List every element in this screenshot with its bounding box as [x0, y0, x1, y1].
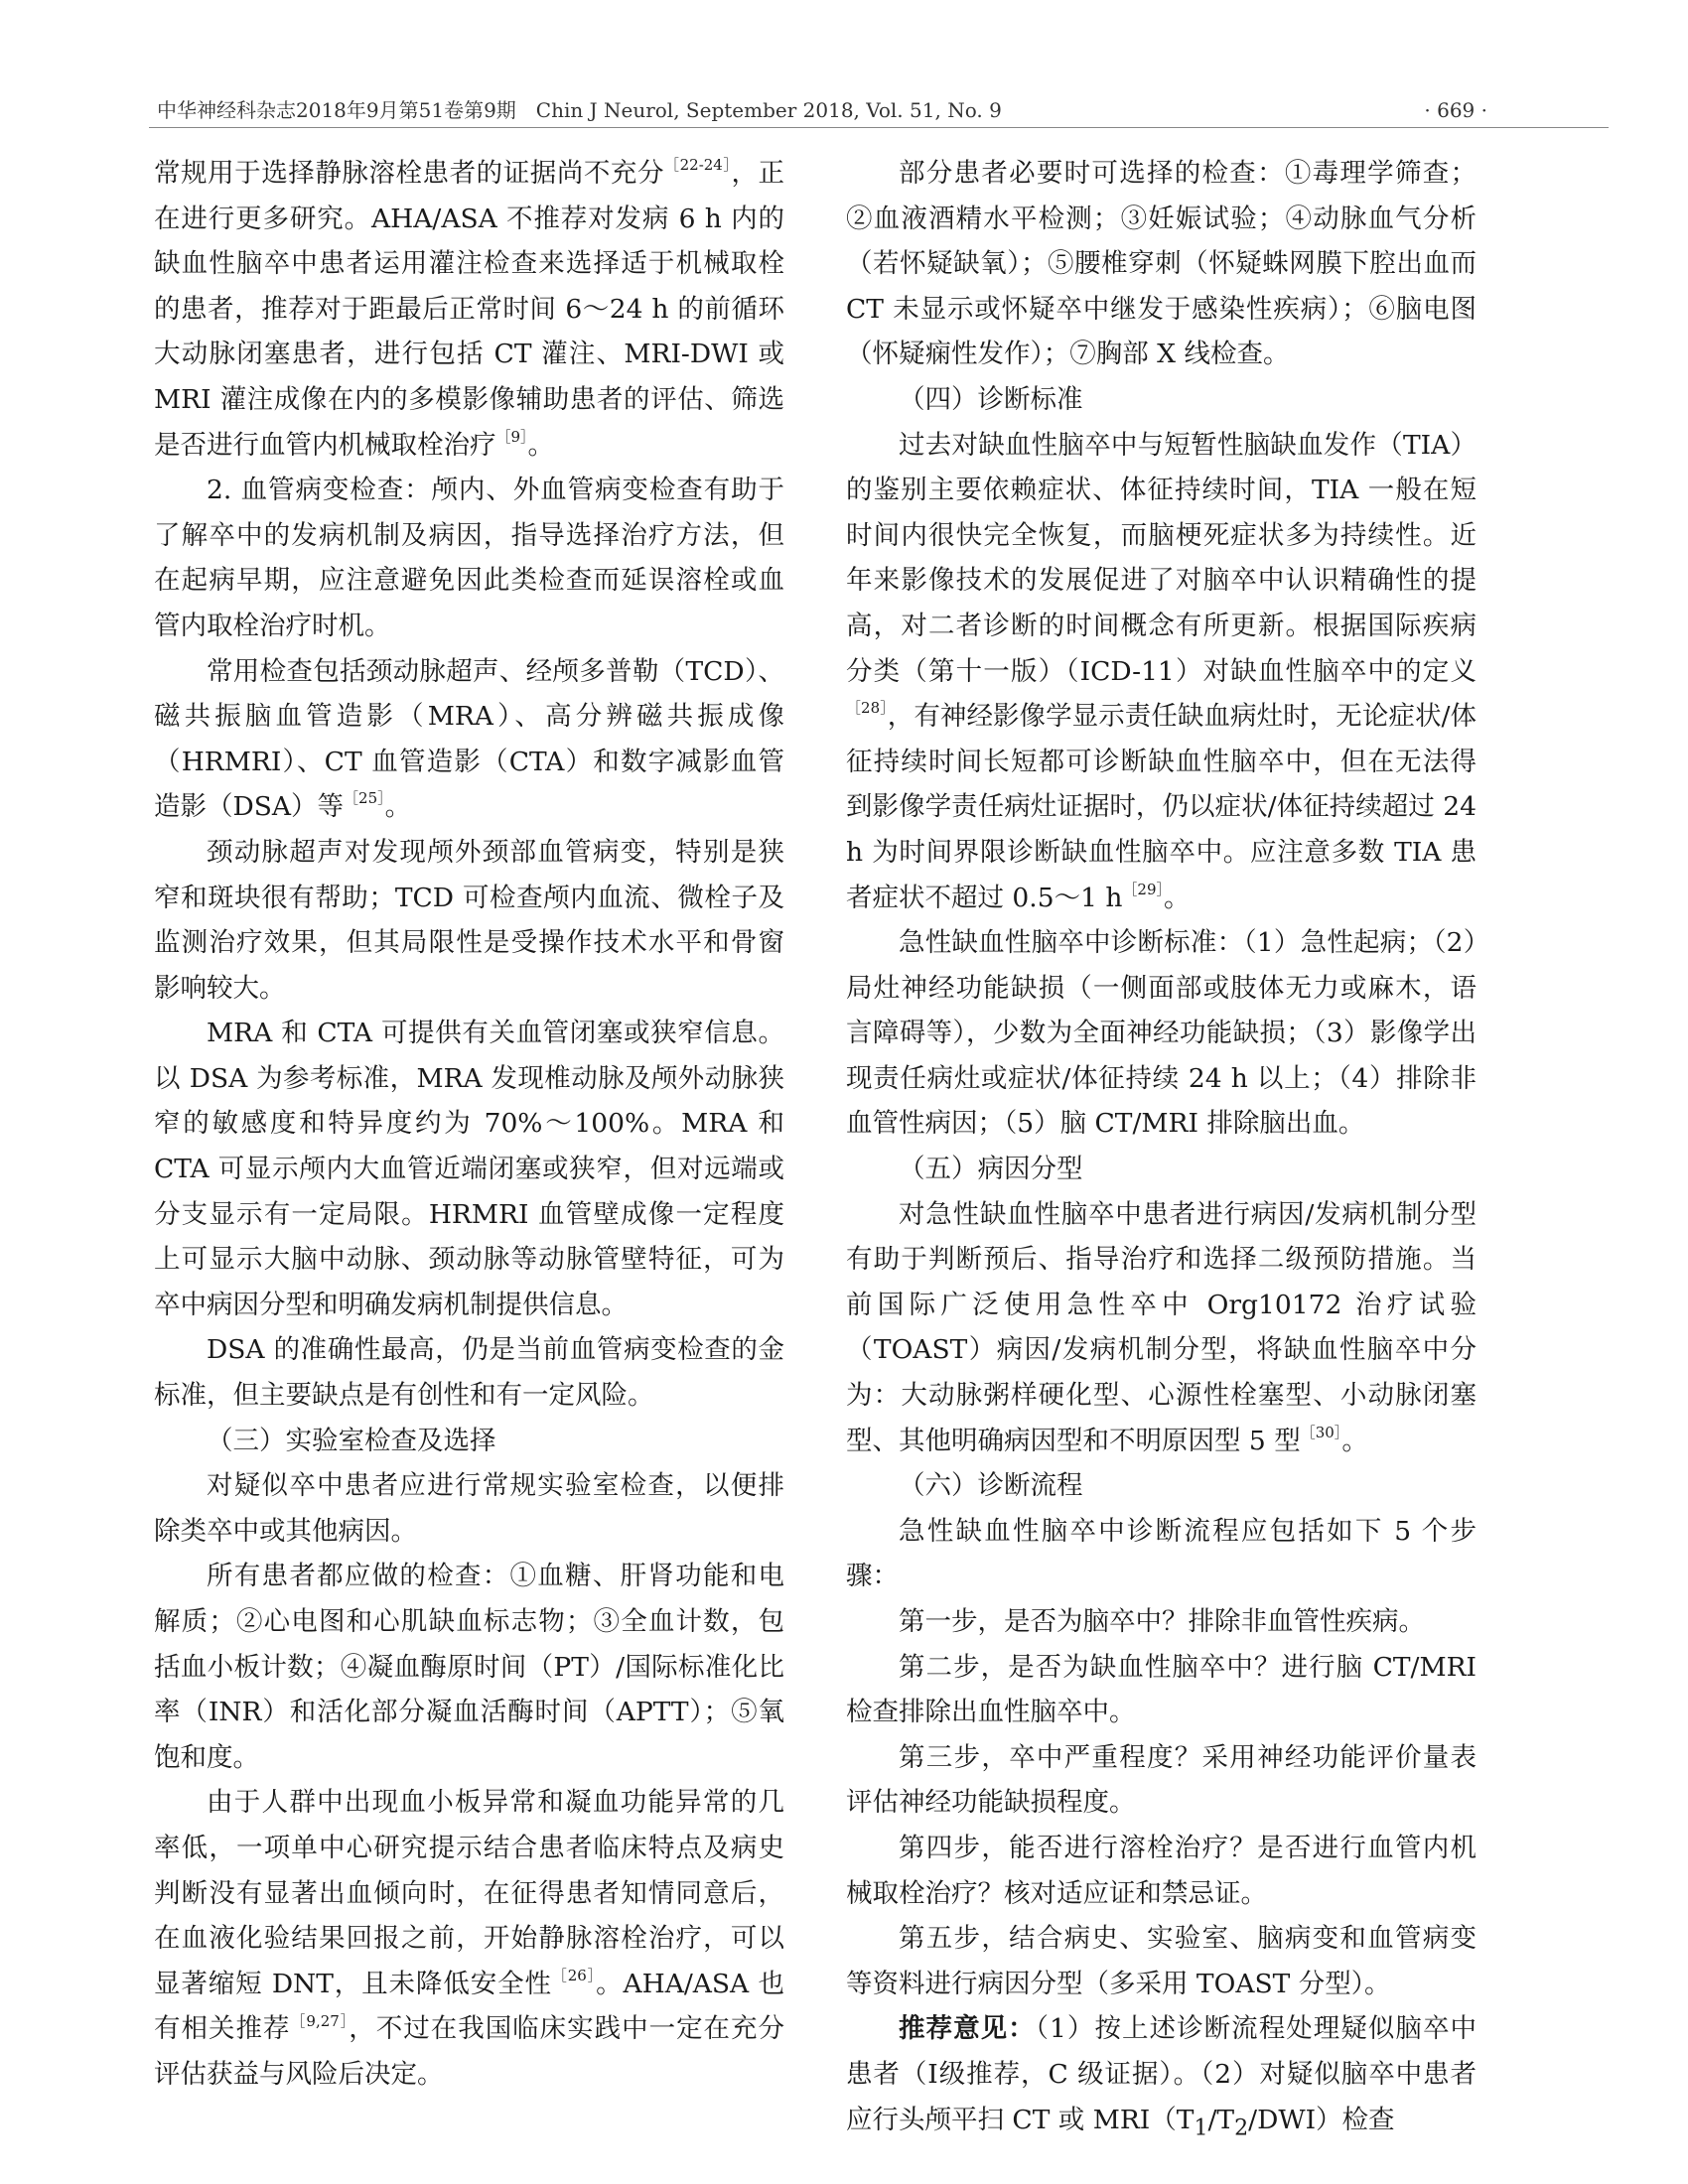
section-heading: （六）诊断流程: [899, 1470, 1083, 1502]
text: 。: [1164, 882, 1191, 913]
text: 。: [1341, 1425, 1368, 1456]
paragraph: [846, 423, 1477, 921]
text: 由于人群中出现血小板异常和凝血功能异常的几率低，一项单中心研究提示结合患者临床特点及病史判断没有显著出血倾向时，在征得患者知情同意后，在血液化验结果回报之前，开始静脉溶栓治疗，可以显著缩短 DNT，且未降低安全性: [154, 1787, 784, 1999]
text: /T: [1207, 2104, 1235, 2135]
step-5: 第五步，结合病史、实验室、脑病变和血管病变等资料进行病因分型（多采用 TOAST 分型）。: [846, 1923, 1477, 1999]
paragraph: 急性缺血性脑卒中诊断标准：（1）急性起病；（2）局灶神经功能缺损（一侧面部或肢体无力或麻木，语言障碍等），少数为全面神经功能缺损；（3）影像学出现责任病灶或症状/体征持续 24 h 以上；（4）排除非血管性病因；（5）脑 CT/MRI 排除脑出血。: [846, 927, 1477, 1140]
recommendation-label: 推荐意见：: [899, 2013, 1036, 2045]
text: 常规用于选择静脉溶栓患者的证据尚不充分: [154, 158, 665, 189]
text: /DWI）检查: [1248, 2104, 1395, 2135]
paragraph: 颈动脉超声对发现颅外颈部血管病变，特别是狭窄和斑块很有帮助；TCD 可检查颅内血流、微栓子及监测治疗效果，但其局限性是受操作技术水平和骨窗影响较大。: [154, 836, 784, 1004]
running-header: [157, 94, 1487, 123]
section-heading: （三）实验室检查及选择: [207, 1425, 496, 1456]
citation: ［30］: [1300, 1423, 1342, 1441]
subscript: 1: [1194, 2115, 1208, 2140]
paragraph: MRA 和 CTA 可提供有关血管闭塞或狭窄信息。以 DSA 为参考标准，MRA 发现椎动脉及颅外动脉狭窄的敏感度和特异度约为 70%～100%。MRA 和 CTA 可显示颅内大血管近端闭塞或狭窄，但对远端或分支显示有一定局限。HRMRI 血管壁成像一定程度上可显示大脑中动脉、颈动脉等动脉管壁特征，可为卒中病因分型和明确发病机制提供信息。: [154, 1018, 784, 1320]
paragraph: DSA 的准确性最高，仍是当前血管病变检查的金标准，但主要缺点是有创性和有一定风险。: [154, 1334, 784, 1412]
text: 。AHA/ASA 也有相关推荐: [154, 1968, 785, 2045]
citation: ［22-24］: [664, 156, 732, 175]
citation: ［9,27］: [290, 2011, 350, 2030]
text: ，正在进行更多研究。AHA/ASA 不推荐对发病 6 h 内的缺血性脑卒中患者运用灌注检查来选择适于机械取栓的患者，推荐对于距最后正常时间 6～24 h 的前循环大动脉闭塞患者，进行包括 CT 灌注、MRI-DWI 或 MRI 灌注成像在内的多模影像辅助患者的评估、筛选是否进行血管内机械取栓治疗: [154, 158, 785, 461]
paragraph: 部分患者必要时可选择的检查：①毒理学筛查；②血液酒精水平检测；③妊娠试验；④动脉血气分析（若怀疑缺氧）；⑤腰椎穿刺（怀疑蛛网膜下腔出血而 CT 未显示或怀疑卒中继发于感染性疾病）；⑥脑电图（怀疑痫性发作）；⑦胸部 X 线检查。: [846, 158, 1477, 370]
subscript: 2: [1234, 2115, 1249, 2140]
citation: ［28］: [846, 699, 888, 718]
paragraph: 所有患者都应做的检查：①血糖、肝肾功能和电解质；②心电图和心肌缺血标志物；③全血计数，包括血小板计数；④凝血酶原时间（PT）/国际标准化比率（INR）和活化部分凝血活酶时间（APTT）；⑤氧饱和度。: [154, 1561, 784, 1773]
citation: ［25］: [344, 789, 385, 808]
paragraph: 2. 血管病变检查：颅内、外血管病变检查有助于了解卒中的发病机制及病因，指导选择治疗方法，但在起病早期，应注意避免因此类检查而延误溶栓或血管内取栓治疗时机。: [154, 475, 784, 641]
left-column: [154, 151, 784, 2098]
recommendation: [846, 2006, 1477, 2150]
citation: ［29］: [1122, 880, 1165, 898]
right-column: [846, 151, 1477, 2150]
citation: ［26］: [551, 1966, 597, 1984]
paragraph: 急性缺血性脑卒中诊断流程应包括如下 5 个步骤：: [846, 1515, 1477, 1592]
text: ，有神经影像学显示责任缺血病灶时，无论症状/体征持续时间长短都可诊断缺血性脑卒中，但在无法得到影像学责任病灶证据时，仍以症状/体征持续超过 24 h 为时间界限诊断缺血性脑卒中。应注意多数 TIA 患者症状不超过 0.5～1 h: [846, 701, 1477, 913]
text: 。: [527, 429, 555, 461]
text: （1）按上述诊断流程处理疑似脑卒中患者（Ⅰ级推荐，C 级证据）。（2）对疑似脑卒中患者应行头颅平扫 CT 或 MRI（T: [846, 2013, 1477, 2135]
step-2: 第二步，是否为缺血性脑卒中？进行脑 CT/MRI 检查排除出血性脑卒中。: [846, 1651, 1477, 1728]
text: ，不过在我国临床实践中一定在充分评估获益与风险后决定。: [154, 2013, 785, 2090]
text: 。: [384, 791, 412, 823]
journal-citation: 中华神经科杂志2018年9月第51卷第9期 Chin J Neurol, September 2018, Vol. 51, No. 9: [157, 98, 1002, 122]
step-4: 第四步，能否进行溶栓治疗？是否进行血管内机械取栓治疗？核对适应证和禁忌证。: [846, 1832, 1477, 1909]
page-number: · 669 ·: [1424, 98, 1487, 122]
section-heading: （五）病因分型: [899, 1154, 1083, 1185]
text: 常用检查包括颈动脉超声、经颅多普勒（TCD）、磁共振脑血管造影（MRA）、高分辨磁共振成像（HRMRI）、CT 血管造影（CTA）和数字减影血管造影（DSA）等: [154, 655, 784, 823]
paragraph: 对疑似卒中患者应进行常规实验室检查，以便排除类卒中或其他病因。: [154, 1470, 784, 1547]
paragraph: [154, 649, 784, 830]
paragraph: [846, 1192, 1477, 1464]
text: 过去对缺血性脑卒中与短暂性脑缺血发作（TIA）的鉴别主要依赖症状、体征持续时间，TIA 一般在短时间内很快完全恢复，而脑梗死症状多为持续性。近年来影像技术的发展促进了对脑卒中认识精确性的提高，对二者诊断的时间概念有所更新。根据国际疾病分类（第十一版）（ICD-11）对缺血性脑卒中的定义: [846, 429, 1477, 687]
header-rule: [149, 127, 1609, 128]
section-heading: （四）诊断标准: [899, 383, 1083, 415]
step-1: 第一步，是否为脑卒中？排除非血管性疾病。: [899, 1606, 1425, 1637]
text: 对急性缺血性脑卒中患者进行病因/发病机制分型有助于判断预后、指导治疗和选择二级预防措施。当前国际广泛使用急性卒中 Org10172 治疗试验（TOAST）病因/发病机制分型，将缺血性脑卒中分为：大动脉粥样硬化型、心源性栓塞型、小动脉闭塞型、其他明确病因型和不明原因型 5 型: [846, 1198, 1477, 1456]
step-3: 第三步，卒中严重程度？采用神经功能评价量表评估神经功能缺损程度。: [846, 1741, 1477, 1819]
paragraph: [154, 1780, 784, 2097]
citation: ［9］: [495, 427, 528, 446]
paragraph: [154, 151, 784, 468]
